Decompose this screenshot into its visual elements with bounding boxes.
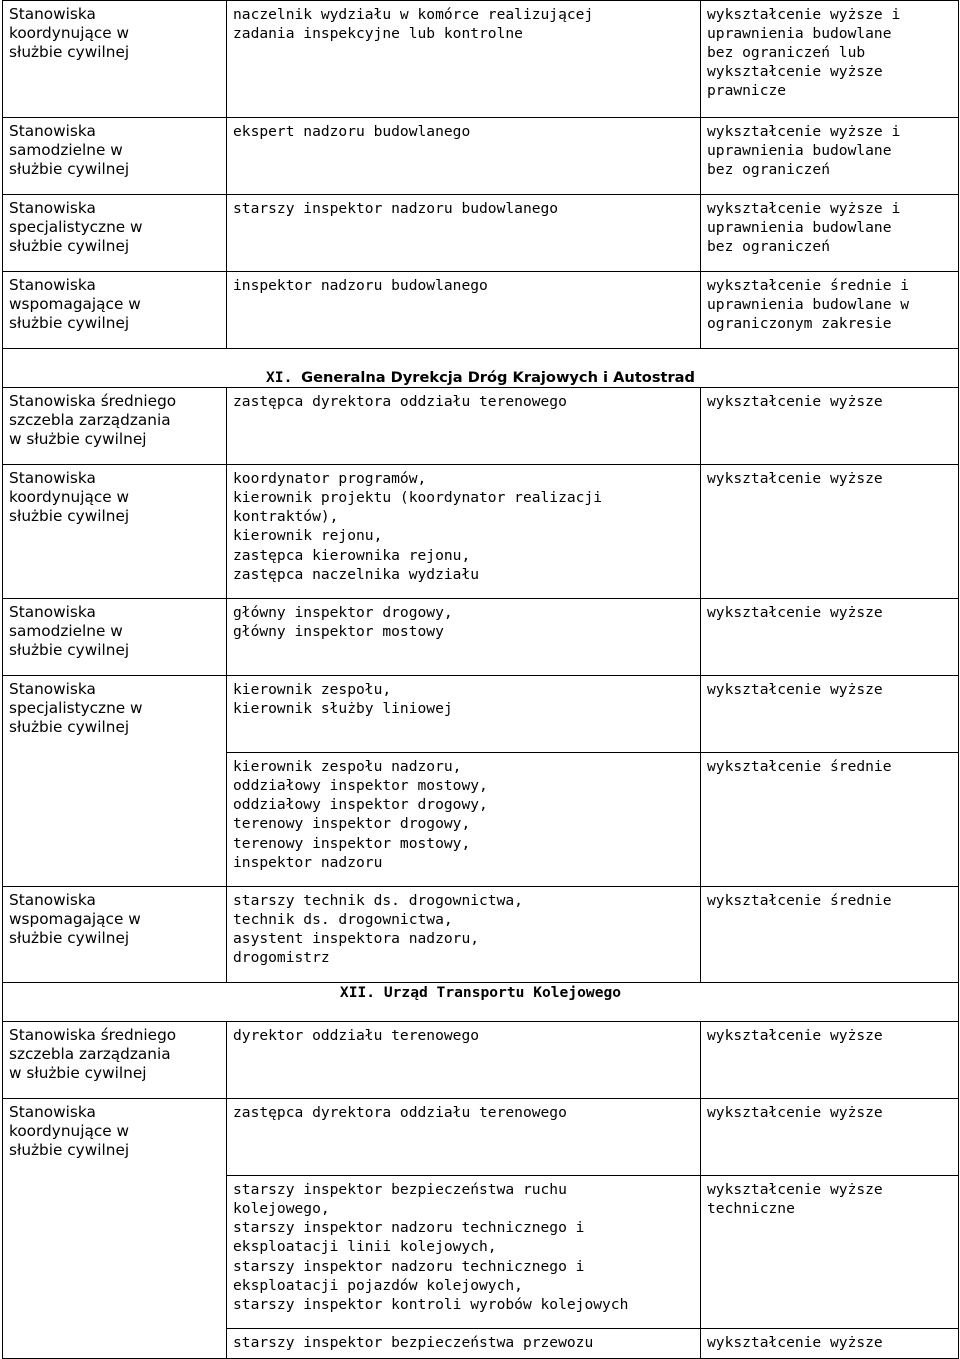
table-row — [3, 887, 959, 983]
category-cell: Stanowiska średniego szczebla zarządzania w służbie cywilnej — [3, 1022, 227, 1099]
section-header-row — [3, 983, 959, 1022]
education-cell: wykształcenie średnie — [701, 887, 959, 983]
table-row — [3, 676, 959, 753]
education-cell: wykształcenie wyższe i uprawnienia budowlane bez ograniczeń lub wykształcenie wyższe prawnicze — [701, 1, 959, 118]
position-cell: starszy inspektor nadzoru budowlanego — [227, 195, 701, 272]
table-row — [3, 465, 959, 599]
section-header-row — [3, 349, 959, 388]
category-cell: Stanowiska koordynujące w służbie cywilnej — [3, 1, 227, 118]
table-row — [3, 1099, 959, 1176]
position-cell: ekspert nadzoru budowlanego — [227, 118, 701, 195]
section-title: Generalna Dyrekcja Dróg Krajowych i Autostrad — [301, 369, 695, 387]
education-cell: wykształcenie średnie i uprawnienia budowlane w ograniczonym zakresie — [701, 272, 959, 349]
section-number: XI. — [266, 369, 293, 387]
table-row — [3, 272, 959, 349]
position-cell: starszy technik ds. drogownictwa, technik ds. drogownictwa, asystent inspektora nadzoru, drogomistrz — [227, 887, 701, 983]
category-cell: Stanowiska specjalistyczne w służbie cywilnej — [3, 676, 227, 887]
position-cell: zastępca dyrektora oddziału terenowego — [227, 1099, 701, 1176]
education-cell: wykształcenie wyższe — [701, 388, 959, 465]
position-cell: inspektor nadzoru budowlanego — [227, 272, 701, 349]
education-cell: wykształcenie średnie — [701, 753, 959, 887]
category-cell: Stanowiska koordynujące w służbie cywilnej — [3, 1099, 227, 1359]
position-cell: naczelnik wydziału w komórce realizującej zadania inspekcyjne lub kontrolne — [227, 1, 701, 118]
position-cell: starszy inspektor bezpieczeństwa ruchu kolejowego, starszy inspektor nadzoru technicznego i eksploatacji linii kolejowych, starszy inspektor nadzoru technicznego i eksploatacji pojazdów kolejowych, starszy inspektor kontroli wyrobów kolejowych — [227, 1176, 701, 1329]
category-cell: Stanowiska wspomagające w służbie cywilnej — [3, 887, 227, 983]
section-heading-xi — [3, 349, 959, 388]
education-cell: wykształcenie wyższe i uprawnienia budowlane bez ograniczeń — [701, 195, 959, 272]
position-cell: starszy inspektor bezpieczeństwa przewozu — [227, 1329, 701, 1359]
category-cell: Stanowiska koordynujące w służbie cywilnej — [3, 465, 227, 599]
table-row — [3, 1, 959, 118]
education-cell: wykształcenie wyższe — [701, 1022, 959, 1099]
table-row — [3, 195, 959, 272]
position-cell: kierownik zespołu, kierownik służby liniowej — [227, 676, 701, 753]
education-cell: wykształcenie wyższe — [701, 599, 959, 676]
category-cell: Stanowiska samodzielne w służbie cywilnej — [3, 599, 227, 676]
table-row — [3, 599, 959, 676]
education-cell: wykształcenie wyższe — [701, 1099, 959, 1176]
education-cell: wykształcenie wyższe — [701, 1329, 959, 1359]
position-cell: dyrektor oddziału terenowego — [227, 1022, 701, 1099]
education-cell: wykształcenie wyższe — [701, 676, 959, 753]
position-cell: główny inspektor drogowy, główny inspektor mostowy — [227, 599, 701, 676]
position-cell: zastępca dyrektora oddziału terenowego — [227, 388, 701, 465]
section-heading-xii: XII. Urząd Transportu Kolejowego — [3, 983, 959, 1022]
position-cell: koordynator programów, kierownik projektu (koordynator realizacji kontraktów), kierownik rejonu, zastępca kierownika rejonu, zastępca naczelnika wydziału — [227, 465, 701, 599]
category-cell: Stanowiska samodzielne w służbie cywilnej — [3, 118, 227, 195]
education-cell: wykształcenie wyższe — [701, 465, 959, 599]
education-cell: wykształcenie wyższe techniczne — [701, 1176, 959, 1329]
positions-table — [2, 0, 959, 1359]
table-row — [3, 1022, 959, 1099]
category-cell: Stanowiska średniego szczebla zarządzania w służbie cywilnej — [3, 388, 227, 465]
category-cell: Stanowiska specjalistyczne w służbie cywilnej — [3, 195, 227, 272]
table-row — [3, 388, 959, 465]
category-cell: Stanowiska wspomagające w służbie cywilnej — [3, 272, 227, 349]
table-row — [3, 118, 959, 195]
position-cell: kierownik zespołu nadzoru, oddziałowy inspektor mostowy, oddziałowy inspektor drogowy, terenowy inspektor drogowy, terenowy inspektor mostowy, inspektor nadzoru — [227, 753, 701, 887]
education-cell: wykształcenie wyższe i uprawnienia budowlane bez ograniczeń — [701, 118, 959, 195]
